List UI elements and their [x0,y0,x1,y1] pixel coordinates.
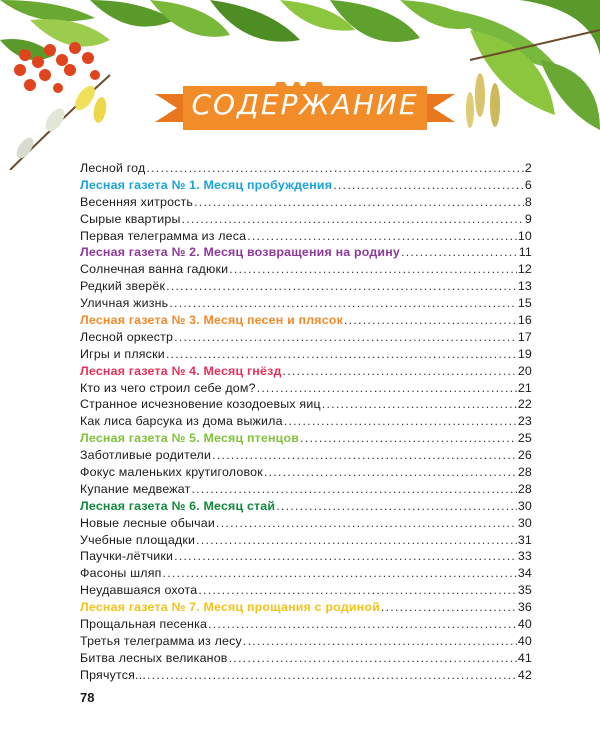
toc-leader-dots [169,295,516,312]
toc-entry-title: Паучки-лётчики [80,549,174,564]
toc-leader-dots [284,413,517,430]
toc-leader-dots [229,261,517,278]
toc-entry-title: Первая телеграмма из леса [80,228,247,243]
toc-entry[interactable] [80,346,532,363]
toc-leader-dots [166,278,517,295]
toc-entry-page: 40 [517,633,532,648]
toc-section-heading[interactable] [80,430,532,447]
toc-entry-page: 28 [517,481,532,496]
toc-entry-title: Редкий зверёк [80,279,166,294]
toc-section-heading[interactable] [80,363,532,380]
toc-entry-title: Лесная газета № 1. Месяц пробуждения [80,177,333,192]
toc-entry[interactable] [80,481,532,498]
toc-entry[interactable] [80,650,532,667]
toc-entry-page: 12 [517,262,532,277]
toc-entry-page: 26 [517,448,532,463]
toc-entry-title: Заботливые родители [80,448,212,463]
toc-entry-title: Битва лесных великанов [80,650,228,665]
toc-leader-dots [247,228,517,245]
toc-entry-title: Лесная газета № 2. Месяц возвращения на родину [80,245,401,260]
toc-leader-dots [174,329,517,346]
toc-entry-title: Фокус маленьких крутиголовок [80,465,263,480]
toc-entry-title: Лесная газета № 7. Месяц прощания с родиной [80,600,380,615]
toc-leader-dots [194,194,524,211]
toc-section-heading[interactable] [80,244,532,261]
toc-entry-page: 9 [524,211,532,226]
toc-entry-page: 21 [517,380,532,395]
toc-entry-page: 31 [517,532,532,547]
toc-entry-title: Лесная газета № 4. Месяц гнёзд [80,363,282,378]
toc-entry-page: 33 [517,549,532,564]
toc-leader-dots [276,498,517,515]
toc-entry-page: 20 [517,363,532,378]
toc-leader-dots [381,599,517,616]
toc-leader-dots [300,430,517,447]
toc-leader-dots [163,565,517,582]
toc-entry-title: Прячутся... [80,667,146,682]
toc-entry-title: Лесная газета № 3. Месяц песен и плясок [80,313,343,328]
toc-entry[interactable] [80,515,532,532]
toc-leader-dots [333,177,524,194]
toc-entry-title: Солнечная ванна гадюки [80,262,229,277]
toc-section-heading[interactable] [80,177,532,194]
toc-leader-dots [243,633,517,650]
toc-entry-page: 8 [524,194,532,209]
toc-leader-dots [344,312,517,329]
toc-entry[interactable] [80,211,532,228]
toc-entry-title: Учебные площадки [80,532,196,547]
toc-entry[interactable] [80,194,532,211]
toc-entry-title: Прощальная песенка [80,617,208,632]
toc-entry-page: 25 [517,431,532,446]
toc-entry-page: 30 [517,515,532,530]
toc-entry[interactable] [80,532,532,549]
toc-entry-title: Как лиса барсука из дома выжила [80,414,283,429]
toc-entry-page: 41 [517,650,532,665]
toc-leader-dots [257,380,517,397]
toc-entry[interactable] [80,582,532,599]
toc-entry-title: Лесная газета № 6. Месяц стай [80,498,276,513]
toc-leader-dots [208,616,517,633]
toc-entry-page: 35 [517,583,532,598]
table-of-contents [80,160,532,684]
toc-entry[interactable] [80,548,532,565]
toc-entry-title: Лесная газета № 5. Месяц птенцов [80,431,300,446]
toc-entry-title: Странное исчезновение козодоевых яиц [80,397,321,412]
page-title: СОДЕРЖАНИЕ [191,88,419,121]
toc-leader-dots [212,447,517,464]
toc-leader-dots [264,464,517,481]
toc-entry-page: 30 [517,498,532,513]
toc-entry[interactable] [80,447,532,464]
toc-leader-dots [191,481,516,498]
toc-entry-title: Сырые квартиры [80,211,181,226]
toc-entry[interactable] [80,616,532,633]
toc-entry[interactable] [80,464,532,481]
toc-leader-dots [198,582,516,599]
toc-entry[interactable] [80,261,532,278]
toc-section-heading[interactable] [80,312,532,329]
toc-entry-page: 2 [524,161,532,175]
toc-entry-page: 11 [518,245,532,260]
toc-entry-title: Фасоны шляп [80,566,162,581]
toc-leader-dots [322,396,517,413]
toc-entry[interactable] [80,278,532,295]
toc-entry-page: 42 [517,667,532,682]
toc-leader-dots [216,515,517,532]
toc-entry-title: Новые лесные обычаи [80,515,216,530]
toc-leader-dots [146,160,523,177]
toc-leader-dots [401,244,518,261]
toc-entry-title: Лесной оркестр [80,329,174,344]
rowan-berries [14,42,100,93]
toc-entry[interactable] [80,160,532,177]
toc-entry-title: Весенняя хитрость [80,194,194,209]
toc-entry[interactable] [80,667,532,684]
toc-entry-page: 10 [517,228,532,243]
toc-entry-page: 40 [517,617,532,632]
toc-entry-page: 15 [517,296,532,311]
toc-entry[interactable] [80,380,532,397]
toc-entry[interactable] [80,228,532,245]
toc-entry-page: 36 [517,600,532,615]
toc-leader-dots [182,211,524,228]
toc-section-heading[interactable] [80,599,532,616]
toc-entry-title: Кто из чего строил себе дом? [80,380,256,395]
toc-entry[interactable] [80,413,532,430]
toc-section-heading[interactable] [80,498,532,515]
toc-entry[interactable] [80,295,532,312]
toc-entry-page: 19 [517,346,532,361]
toc-entry-page: 28 [517,465,532,480]
toc-entry-page: 16 [517,313,532,328]
toc-entry-title: Уличная жизнь [80,296,169,311]
toc-entry-title: Игры и пляски [80,346,165,361]
toc-entry-page: 22 [517,397,532,412]
toc-entry[interactable] [80,633,532,650]
toc-entry-page: 34 [517,566,532,581]
toc-leader-dots [283,363,517,380]
toc-entry-page: 23 [517,414,532,429]
toc-leader-dots [196,532,517,549]
toc-leader-dots [229,650,517,667]
toc-leader-dots [166,346,517,363]
toc-entry-page: 13 [517,279,532,294]
sprig-decoration [275,82,323,86]
toc-entry-title: Третья телеграмма из лесу [80,633,242,648]
toc-entry-title: Лесной год [80,161,146,175]
toc-entry[interactable] [80,396,532,413]
toc-entry-page: 6 [524,177,532,192]
toc-leader-dots [174,548,517,565]
toc-entry[interactable] [80,565,532,582]
toc-entry-title: Купание медвежат [80,481,191,496]
page-number: 78 [80,690,95,705]
toc-entry-title: Неудавшаяся охота [80,583,198,598]
toc-leader-dots [147,667,517,684]
toc-entry[interactable] [80,329,532,346]
toc-entry-page: 17 [517,329,532,344]
